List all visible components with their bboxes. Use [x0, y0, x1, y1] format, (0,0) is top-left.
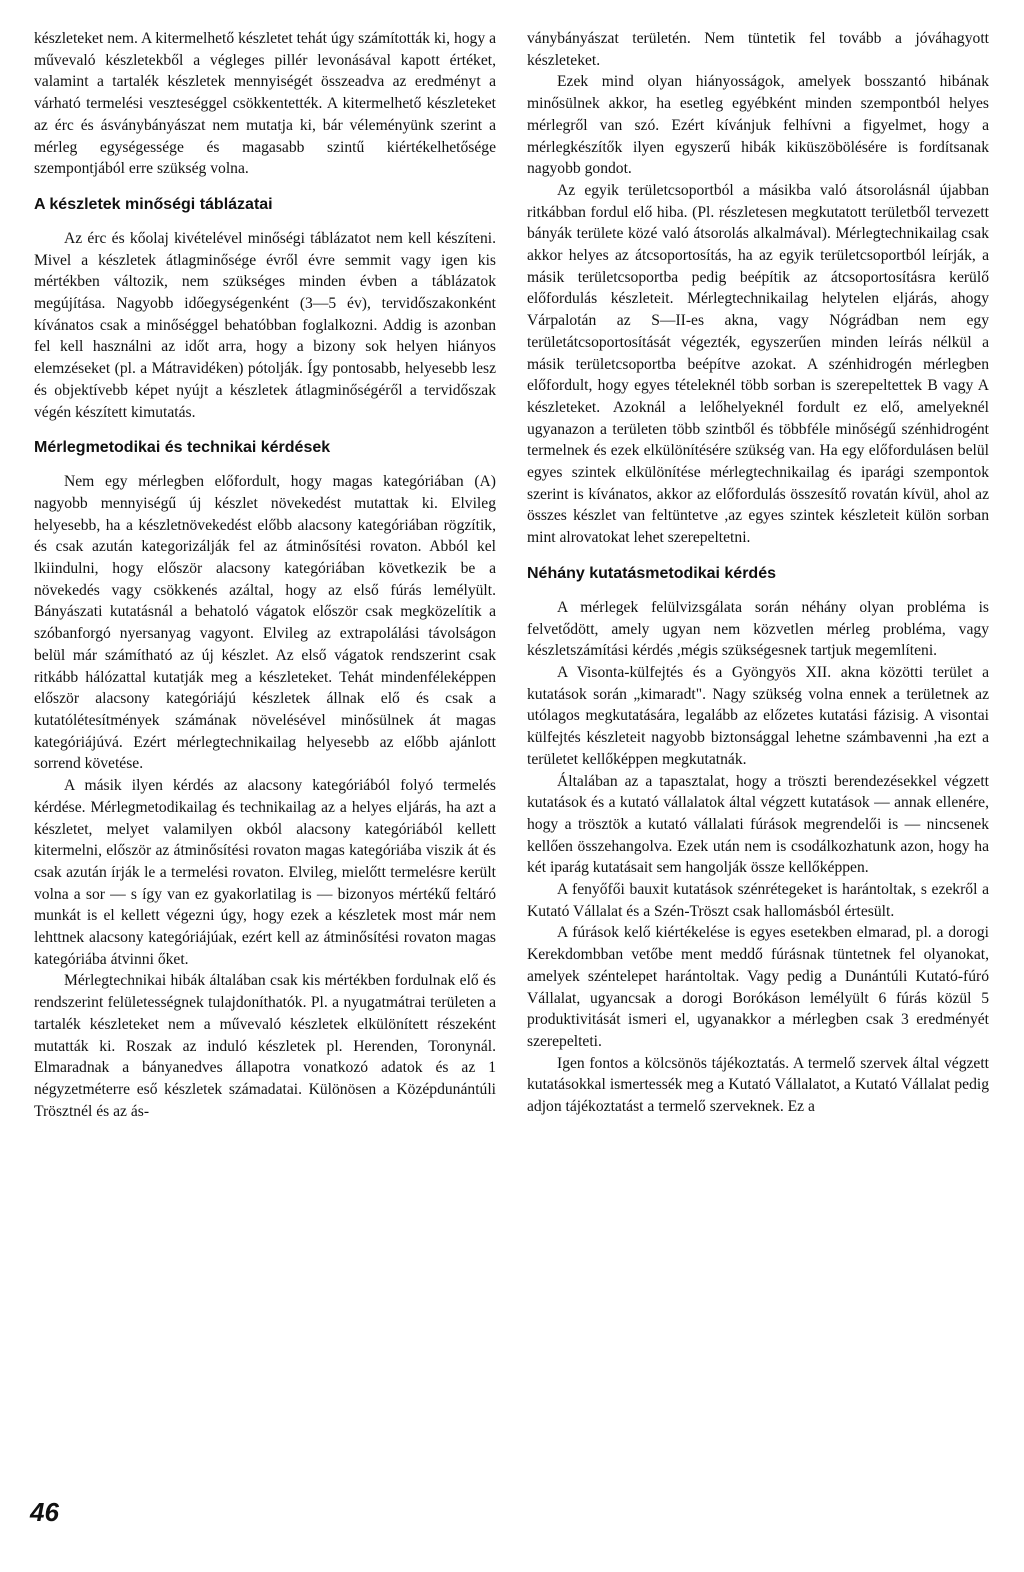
paragraph: Mérlegtechnikai hibák általában csak kis mértékben fordulnak elő és rendszerint felületességnek tulajdoníthatók. Pl. a nyugatmátrai területen a tartalék készleteket nem a művevaló készletek elkülönített részeként mutatták ki. Roszak az induló készletek pl. Herenden, Toronynál. Elmaradnak a bányanedves állapotra vonatkozó adatok és az 1 négyzetméterre eső készletek számadatai. Különösen a Középdunántúli Trösztnél és az ás-: [34, 972, 496, 1120]
paragraph: ványbányászat területén. Nem tüntetik fel tovább a jóváhagyott készleteket.: [527, 30, 989, 69]
section-heading-quality-tables: A készletek minőségi táblázatai: [34, 195, 273, 213]
paragraph: Általában az a tapasztalat, hogy a tröszti berendezésekkel végzett kutatások és a kutató vállalatok által végzett kutatások — annak ellenére, hogy a trösztök a kutató vállalati fúrások megrendelői is — nincsenek kellően összehangolva. Ezek után nem is csodálkozhatunk azon, hogy ha két iparág kutatásait sem hangolják össze kellőképpen.: [527, 772, 989, 877]
paragraph: Nem egy mérlegben előfordult, hogy magas kategóriában (A) nagyobb mennyiségű új készlet növekedést mutattak ki. Elvileg helyesebb, ha a készletnövekedést előbb alacsony kategóriában rögzítik, és csak azután kategorizálják fel az átminősítési rovaton. Abból kel lkiindulni, hogy először alacsony kategóriában következik be a növekedés vagy csökkenés azáltal, hogy az első fúrás lemélyült. Bányászati kutatásnál a behatoló vágatok először csak megközelítik a szóbanforgó nyersanyag vagyont. Elvileg az extrapolálási távolságon belül már számítható az új készlet. Az első vágatok rendszerint csak ritkább hálózattal kutatják meg a készleteket. Tehát mindenféleképpen először alacsony kategóriájú készletek állnak elő és csak a kutatólétesítmények számának növelésével minősülnek át magas kategóriájúvá. Ezért mérlegtechnikailag helyesebb az előbb ajánlott sorrend követése.: [34, 473, 496, 773]
section-heading-methodology: Mérlegmetodikai és technikai kérdések: [34, 439, 331, 457]
left-column: [34, 28, 496, 1122]
paragraph: Ezek mind olyan hiányosságok, amelyek bosszantó hibának minősülnek akkor, ha esetleg egyébként minden szempontból helyes mérlegről van szó. Ezért kívánjuk felhívni a figyelmet, hogy a mérlegkészítők ilyen egyszerű hibák kiküszöbölésére is fordítsanak nagyobb gondot.: [527, 73, 989, 178]
section-heading-research-methodology: Néhány kutatásmetodikai kérdés: [527, 564, 776, 582]
paragraph: készleteket nem. A kitermelhető készletet tehát úgy számították ki, hogy a művevaló készletekből a végleges pillér levonásával kapott értéket, valamint a tartalék készletek mennyiségét összeadva az eredményt a várható termelési veszteséggel csökkentették. A kitermelhető készleteket az érc és ásványbányászat nem mutatja ki, bár véleményünk szerint a mérleg egységessége és magasabb szintű kiértékelhetősége szempontjából erre szükség volna.: [34, 30, 496, 178]
paragraph: A fúrások kelő kiértékelése is egyes esetekben elmarad, pl. a dorogi Kerekdombban vetőbe ment meddő fúrásnak tüntetnek fel olyanokat, amelyek széntelepet harántoltak. Vagy pedig a Dunántúli Kutató-fúró Vállalat, ugyancsak a dorogi Borókáson lemélyült 6 fúrás közül 5 produktivitását ismeri el, ugyanakkor a mérlegben csak 3 eredményét szerepelteti.: [527, 924, 989, 1050]
paragraph: A Visonta-külfejtés és a Gyöngyös XII. akna közötti terület a kutatások során „kimaradt". Nagy szükség volna ennek a területnek az utólagos megkutatására, legalább az előzetes kutatási fázisig. A visontai külfejtés készleteit nagyobb biztonsággal lehetne számbavenni ,ha ezt a területet kellőképpen megkutatnák.: [527, 663, 989, 768]
paragraph: A másik ilyen kérdés az alacsony kategóriából folyó termelés kérdése. Mérlegmetodikailag és technikailag az a helyes eljárás, ha azt a készletet, melyet valamilyen okból alacsony kategóriából kellett kitermelni, először az átminősítési rovaton magas kategóriába viszik át és csak azután írják le a termelési rovaton. Elvileg, mielőtt termelésre került volna a sor — s így van ez gyakorlatilag is — bizonyos mértékű feltáró munkát is el kellett végezni úgy, hogy ezek a készletek most már nem lehttnek alacsony kategóriájúak, ezért kell az átminősítési rovaton magas kategóriába átvinni őket.: [34, 777, 496, 968]
paragraph: A fenyőfői bauxit kutatások szénrétegeket is harántoltak, s ezekről a Kutató Vállalat és a Szén-Tröszt csak hallomásból értesült.: [527, 881, 989, 920]
paragraph: Az egyik területcsoportból a másikba való átsorolásnál újabban ritkábban fordul elő hiba. (Pl. részletesen megkutatott területből tervezett bányák területe közé való átsorolás alkalmával). Mérlegtechnikailag csak akkor helyes az átcsoportosítás, ha az egyik területcsoportból leírják, a másik területcsoportba pedig beépítik az átcsoportosításra kerülő előfordulás készleteit. Mérlegtechnikailag helytelen eljárás, ahogy Várpalotán az S—II-es akna, vagy Nógrádban nem egy területátcsoportosítását végezték, egyszerűen minden leírás nélkül a másik területcsoportba beépítve azokat. A szénhidrogén mérlegben előfordult, hogy egyes tételeknél több sorban is szerepeltettek B vagy A készleteket. Azoknál a lelőhelyeknél fordult ez elő, amelyeknél ugyanazon a területen több szintből és többféle minőségű szénhidrogént termelnek és ezek elkülönítésére szükség van. Ha egy előfordulásen belül egyes szintek elkülönítése mérlegtechnikailag és iparági szempontok szerint is kívánatos, akkor az előfordulás összesítő rovatán kívül, ahol az összes készlet van feltüntetve ,az egyes szintek készleteit külön sorban mint alrovatokat lehet szerepeltetni.: [527, 181, 989, 547]
right-column: [527, 28, 989, 1118]
paragraph: Igen fontos a kölcsönös tájékoztatás. A termelő szervek által végzett kutatásokkal ismertessék meg a Kutató Vállalatot, a Kutató Vállalat pedig adjon tájékoztatást a termelő szerveknek. Ez a: [527, 1054, 989, 1116]
paragraph: A mérlegek felülvizsgálata során néhány olyan probléma is felvetődött, amely ugyan nem közvetlen mérleg probléma, vagy készletszámítási kérdés ,mégis szükségesnek tartjuk megemlíteni.: [527, 598, 989, 660]
page-number: 46: [30, 1497, 59, 1527]
paragraph: Az érc és kőolaj kivételével minőségi táblázatot nem kell készíteni. Mivel a készletek átlagminősége évről évre semmit vagy igen kis mértékben változik, nem szükséges minden évben a táblázatok megújítása. Nagyobb időegységenként (3—5 év), tervidőszakonként kívánatos csak a minőséggel behatóbban foglalkozni. Addig is azonban fel kell használni az időt arra, hogy a bizony sok helyen hiányos elemzéseket (pl. a Mátravidéken) pótolják. Így pontosabb, helyesebb lesz és objektívebb képet nyújt a készletek átlagminőségéről a tervidőszak végén készített kimutatás.: [34, 229, 496, 421]
